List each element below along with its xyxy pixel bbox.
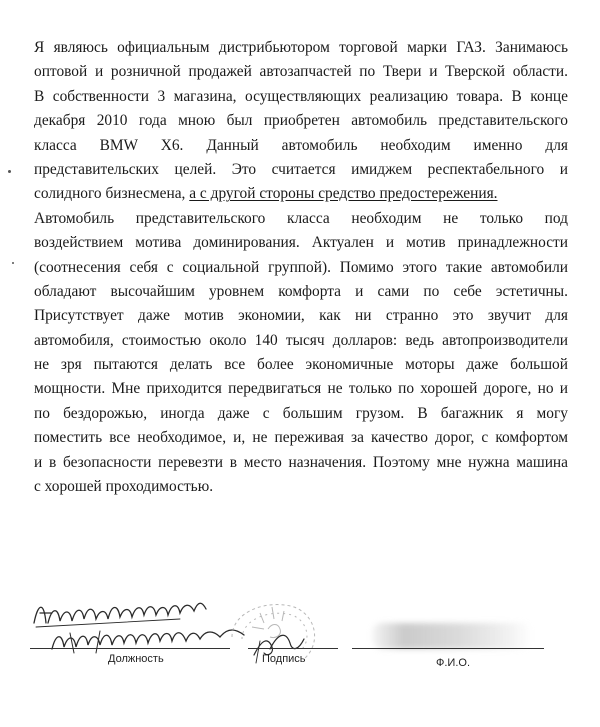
letter-line: Присутствует даже мотив экономии, как ни странно это звучит для xyxy=(34,307,568,325)
letter-line: класса BMW X6. Данный автомобиль необходим именно для xyxy=(34,136,568,154)
letter-line: Я являюсь официальным дистрибьютором торговой марки ГАЗ. Занимаюсь xyxy=(34,39,568,56)
letter-line: обладают высочайшим уровнем комфорта и сами по себе эстетичны. xyxy=(34,282,568,300)
signature-line xyxy=(248,648,338,649)
name-line xyxy=(352,648,544,649)
letter-line: по бездорожью, иногда даже с большим грузом. В багажник я могу xyxy=(34,404,568,422)
signature-caption: Подпись xyxy=(262,653,306,665)
position-line xyxy=(30,648,230,649)
letter-line: поместить все необходимое, и, не переживая за качество дорог, с комфортом xyxy=(34,429,568,447)
name-caption: Ф.И.О. xyxy=(436,657,470,669)
letter-line: с хорошей проходимостью. xyxy=(34,478,214,496)
letter-line: и в безопасности перевезти в место назначения. Поэтому мне нужна машина xyxy=(34,453,568,471)
redacted-name xyxy=(372,623,532,649)
underlined-phrase: а с другой стороны средство предостережения. xyxy=(189,185,498,203)
letter-line: автомобиля, стоимостью около 140 тысяч долларов: ведь автопроизводители xyxy=(34,331,568,349)
letter-line: В собственности 3 магазина, осуществляющих реализацию товара. В конце xyxy=(34,87,568,105)
letter-line-with-underline xyxy=(34,182,568,206)
letter-line: не зря пытаются делать все более экономичные моторы даже большой xyxy=(34,356,568,374)
scan-speck xyxy=(8,170,11,173)
scan-speck xyxy=(12,262,14,264)
letter-line-text: солидного бизнесмена, xyxy=(34,185,186,203)
letter-line: представительских целей. Это считается имиджем респектабельного и xyxy=(34,160,568,178)
letter-body xyxy=(34,36,568,499)
letter-line: декабря 2010 года мною был приобретен автомобиль представительского xyxy=(34,112,568,130)
letter-line: Автомобиль представительского класса необходим не только под xyxy=(34,209,568,227)
letter-line: воздействием мотива доминирования. Актуален и мотив принадлежности xyxy=(34,234,568,252)
signature-block xyxy=(0,585,600,715)
letter-line: (соотнесения себя с социальной группой). Помимо этого такие автомобили xyxy=(34,258,568,276)
letter-line: оптовой и розничной продажей автозапчастей по Твери и Тверской области. xyxy=(34,63,568,81)
position-caption: Должность xyxy=(108,653,164,665)
letter-line: мощности. Мне приходится передвигаться не только по хорошей дороге, но и xyxy=(34,380,568,398)
